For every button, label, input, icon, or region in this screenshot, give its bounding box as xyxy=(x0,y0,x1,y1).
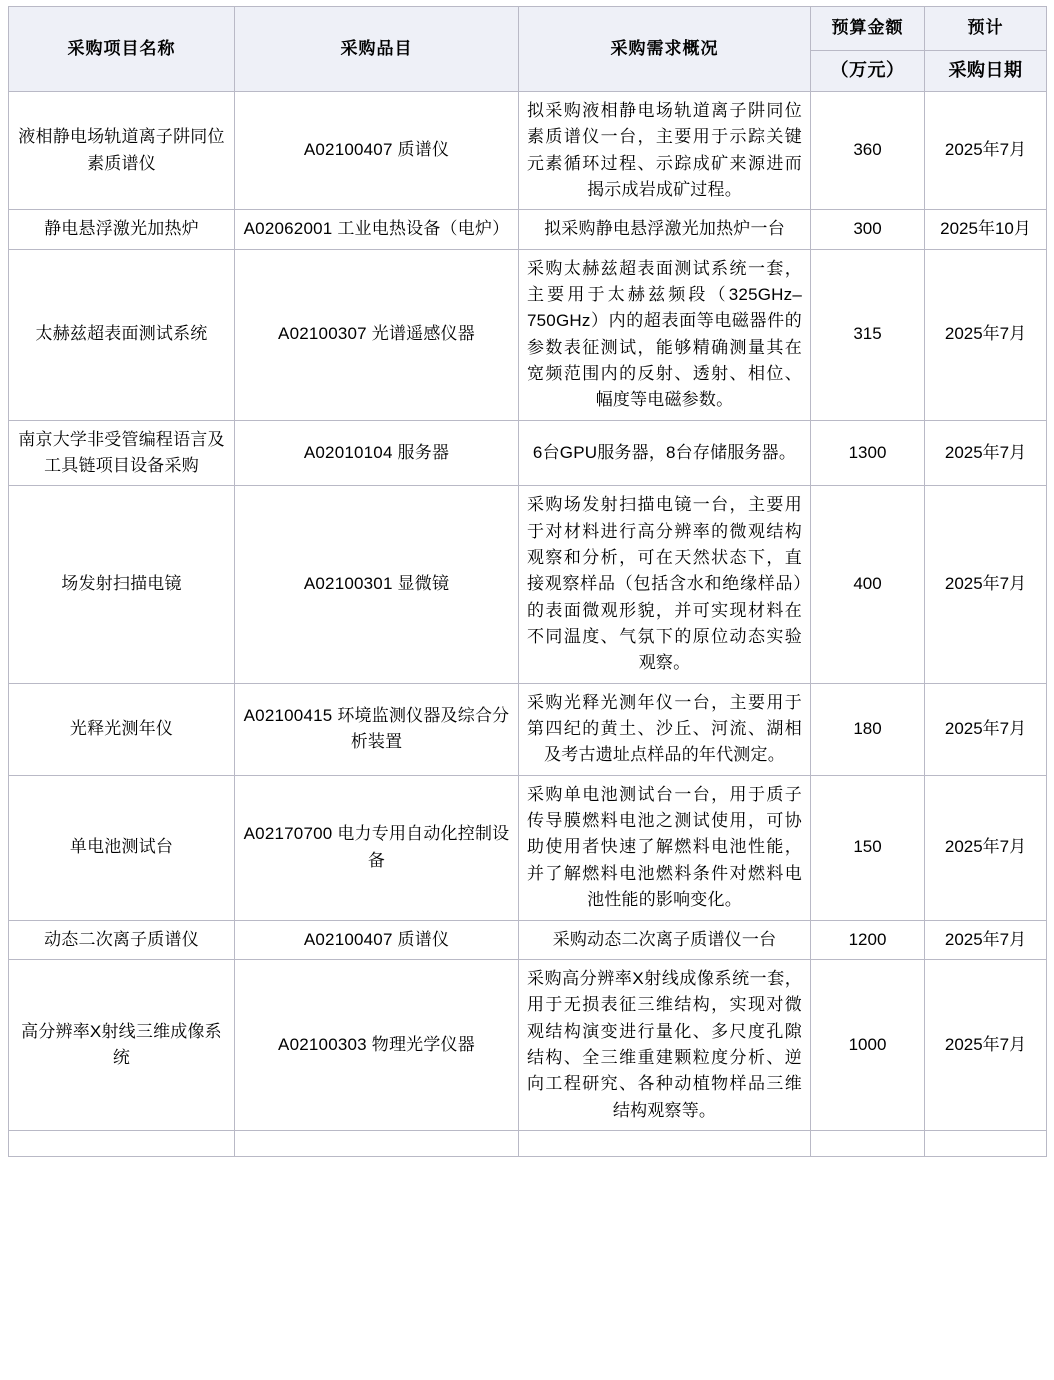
cell-budget xyxy=(811,1130,925,1156)
table-row xyxy=(9,210,1047,249)
cell-budget: 360 xyxy=(811,91,925,209)
table-row xyxy=(9,775,1047,920)
cell-requirement: 采购单电池测试台一台，用于质子传导膜燃料电池之测试使用，可协助使用者快速了解燃料电池性能，并了解燃料电池燃料条件对燃料电池性能的影响变化。 xyxy=(519,775,811,920)
cell-budget: 180 xyxy=(811,683,925,775)
cell-budget: 300 xyxy=(811,210,925,249)
cell-item-category xyxy=(235,1130,519,1156)
cell-item-category: A02100407 质谱仪 xyxy=(235,920,519,959)
header-project-name: 采购项目名称 xyxy=(9,7,235,92)
cell-requirement: 采购太赫兹超表面测试系统一套，主要用于太赫兹频段（325GHz–750GHz）内的超表面等电磁器件的参数表征测试，能够精确测量其在宽频范围内的反射、透射、相位、幅度等电磁参数。 xyxy=(519,249,811,420)
cell-budget: 315 xyxy=(811,249,925,420)
cell-requirement: 采购动态二次离子质谱仪一台 xyxy=(519,920,811,959)
table-body xyxy=(9,91,1047,1156)
cell-requirement xyxy=(519,1130,811,1156)
cell-requirement: 采购高分辨率X射线成像系统一套，用于无损表征三维结构，实现对微观结构演变进行量化、多尺度孔隙结构、全三维重建颗粒度分析、逆向工程研究、各种动植物样品三维结构观察等。 xyxy=(519,959,811,1130)
table-row xyxy=(9,91,1047,209)
cell-project-name: 单电池测试台 xyxy=(9,775,235,920)
cell-project-name: 高分辨率X射线三维成像系统 xyxy=(9,959,235,1130)
cell-item-category: A02100407 质谱仪 xyxy=(235,91,519,209)
cell-item-category: A02100415 环境监测仪器及综合分析装置 xyxy=(235,683,519,775)
cell-item-category: A02100303 物理光学仪器 xyxy=(235,959,519,1130)
cell-budget: 1000 xyxy=(811,959,925,1130)
table-row xyxy=(9,249,1047,420)
header-budget-unit: （万元） xyxy=(811,51,925,92)
cell-date: 2025年7月 xyxy=(925,420,1047,486)
cell-item-category: A02100307 光谱遥感仪器 xyxy=(235,249,519,420)
header-requirement: 采购需求概况 xyxy=(519,7,811,92)
cell-date: 2025年7月 xyxy=(925,91,1047,209)
cell-project-name: 太赫兹超表面测试系统 xyxy=(9,249,235,420)
header-budget-title: 预算金额 xyxy=(811,7,925,51)
cell-date: 2025年7月 xyxy=(925,920,1047,959)
cell-date: 2025年7月 xyxy=(925,249,1047,420)
cell-date: 2025年7月 xyxy=(925,959,1047,1130)
cell-item-category: A02100301 显微镜 xyxy=(235,486,519,683)
cell-requirement: 采购场发射扫描电镜一台，主要用于对材料进行高分辨率的微观结构观察和分析，可在天然状态下，直接观察样品（包括含水和绝缘样品）的表面微观形貌，并可实现材料在不同温度、气氛下的原位动态实验观察。 xyxy=(519,486,811,683)
cell-requirement: 拟采购静电悬浮激光加热炉一台 xyxy=(519,210,811,249)
cell-project-name: 光释光测年仪 xyxy=(9,683,235,775)
cell-date: 2025年7月 xyxy=(925,683,1047,775)
procurement-table xyxy=(8,6,1047,1157)
cell-date: 2025年10月 xyxy=(925,210,1047,249)
table-row xyxy=(9,959,1047,1130)
cell-project-name: 动态二次离子质谱仪 xyxy=(9,920,235,959)
cell-item-category: A02010104 服务器 xyxy=(235,420,519,486)
cell-date: 2025年7月 xyxy=(925,486,1047,683)
cell-requirement: 6台GPU服务器，8台存储服务器。 xyxy=(519,420,811,486)
cell-project-name: 场发射扫描电镜 xyxy=(9,486,235,683)
table-row xyxy=(9,683,1047,775)
cell-budget: 400 xyxy=(811,486,925,683)
cell-requirement: 拟采购液相静电场轨道离子阱同位素质谱仪一台，主要用于示踪关键元素循环过程、示踪成矿来源进而揭示成岩成矿过程。 xyxy=(519,91,811,209)
header-item-category: 采购品目 xyxy=(235,7,519,92)
table-row xyxy=(9,920,1047,959)
cell-budget: 150 xyxy=(811,775,925,920)
table-row xyxy=(9,420,1047,486)
cell-requirement: 采购光释光测年仪一台，主要用于第四纪的黄土、沙丘、河流、湖相及考古遗址点样品的年代测定。 xyxy=(519,683,811,775)
cell-item-category: A02062001 工业电热设备（电炉） xyxy=(235,210,519,249)
table-row xyxy=(9,1130,1047,1156)
cell-date: 2025年7月 xyxy=(925,775,1047,920)
header-date-title: 预计 xyxy=(925,7,1047,51)
cell-item-category: A02170700 电力专用自动化控制设备 xyxy=(235,775,519,920)
cell-project-name: 静电悬浮激光加热炉 xyxy=(9,210,235,249)
table-row xyxy=(9,486,1047,683)
cell-project-name: 南京大学非受管编程语言及工具链项目设备采购 xyxy=(9,420,235,486)
table-header xyxy=(9,7,1047,92)
header-date-sub: 采购日期 xyxy=(925,51,1047,92)
cell-date xyxy=(925,1130,1047,1156)
cell-budget: 1200 xyxy=(811,920,925,959)
cell-budget: 1300 xyxy=(811,420,925,486)
cell-project-name: 液相静电场轨道离子阱同位素质谱仪 xyxy=(9,91,235,209)
cell-project-name xyxy=(9,1130,235,1156)
